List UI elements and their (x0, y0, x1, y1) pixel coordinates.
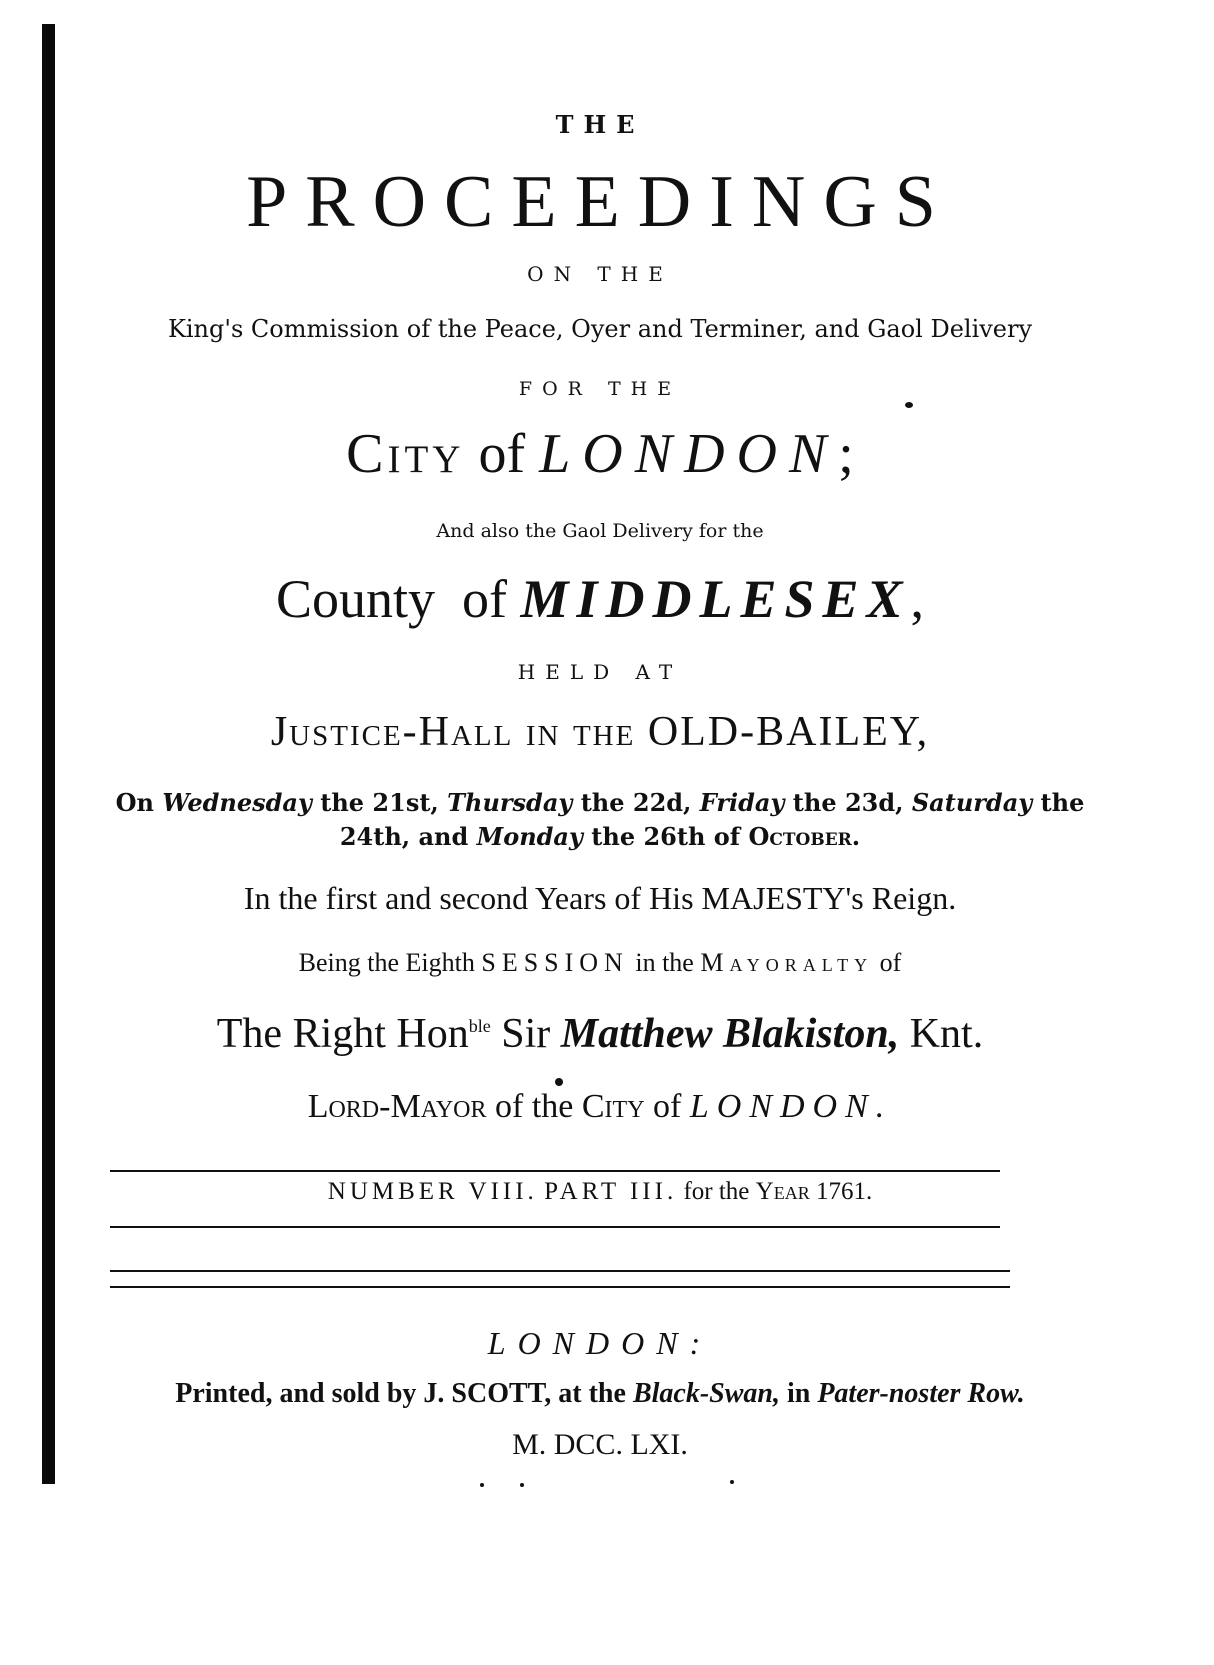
session-being: Being the Eighth (298, 948, 475, 977)
ink-speck (730, 1480, 734, 1484)
imprint-at-the: at the (558, 1378, 626, 1409)
mayor-knt: Knt. (909, 1011, 984, 1057)
lord-mayor-of: of (653, 1088, 682, 1125)
title-page (100, 0, 1100, 1665)
divider-rule-1 (110, 1170, 1000, 1172)
day-saturday: Saturday (911, 788, 1033, 817)
imprint-in: in (786, 1378, 811, 1409)
lord-mayor-london: LONDON. (689, 1088, 893, 1125)
imprint-printed: Printed, and sold by J. (175, 1378, 445, 1409)
dates-on: On (115, 788, 154, 817)
page-spine-edge (42, 24, 55, 1484)
imprint-year: M. DCC. LXI. (512, 1428, 688, 1461)
county-of: of (461, 569, 507, 629)
session-line (100, 948, 1100, 978)
county-line (100, 568, 1100, 630)
imprint-line (100, 1378, 1100, 1410)
date-22d: the 22d, (580, 788, 692, 817)
session-word: SESSION (481, 948, 629, 977)
also-line: And also the Gaol Delivery for the (436, 520, 764, 542)
heading-held-at: HELD AT (517, 660, 683, 684)
lord-mayor-word: Lord-Mayor (307, 1088, 487, 1125)
imprint-printer: SCOTT, (451, 1378, 552, 1409)
heading-on-the: ON THE (527, 262, 673, 286)
county-word: County (275, 569, 435, 629)
imprint-street: Pater-noster Row. (817, 1378, 1025, 1409)
month-october: October. (748, 822, 861, 851)
session-in-the: in the (635, 948, 694, 977)
date-26th: the 26th of (591, 822, 741, 851)
number-label: NUMBER VIII. (327, 1178, 538, 1205)
year-word: Year (755, 1178, 810, 1205)
dates-line-1 (100, 788, 1100, 817)
city-of: of (478, 423, 526, 485)
dates-the: the (1040, 788, 1085, 817)
imprint-place: LONDON: (487, 1325, 713, 1361)
justice-hall-line: Justice-Hall in the OLD-BAILEY, (270, 709, 930, 755)
day-thursday: Thursday (447, 788, 573, 817)
divider-rule-2 (110, 1226, 1000, 1228)
mayor-name: Matthew Blakiston, (560, 1011, 900, 1057)
mayor-title-sup: ble (468, 1016, 491, 1036)
ink-speck (520, 1483, 524, 1487)
imprint-sign: Black-Swan, (632, 1378, 780, 1409)
date-21st: the 21st, (320, 788, 439, 817)
city-name: LONDON (539, 423, 839, 485)
dates-line-2 (100, 822, 1100, 851)
heading-for-the: FOR THE (518, 378, 682, 400)
mayor-sir: Sir (501, 1011, 551, 1057)
number-line (100, 1178, 1100, 1206)
date-23d: the 23d, (792, 788, 904, 817)
day-friday: Friday (699, 788, 785, 817)
mayor-line (100, 1010, 1100, 1058)
divider-rule-3 (110, 1270, 1010, 1272)
lord-mayor-line (100, 1088, 1100, 1126)
year-value: 1761. (815, 1178, 873, 1205)
county-suffix: , (910, 569, 925, 629)
session-of: of (879, 948, 902, 977)
reign-line: In the first and second Years of His MAJESTY's Reign. (243, 880, 957, 916)
heading-proceedings: PROCEEDINGS (246, 161, 954, 243)
day-monday: Monday (476, 822, 583, 851)
city-line (100, 422, 1100, 486)
lord-mayor-of-the: of the (495, 1088, 574, 1125)
day-wednesday: Wednesday (162, 788, 312, 817)
ink-speck (555, 1078, 563, 1086)
commission-line: King's Commission of the Peace, Oyer and Terminer, and Gaol Delivery (167, 315, 1033, 343)
ink-speck (480, 1483, 484, 1487)
number-for-the: for the (683, 1178, 750, 1205)
mayor-title: The Right Hon (216, 1011, 469, 1057)
session-mayoralty: Mayoralty (700, 948, 874, 977)
city-suffix: ; (838, 423, 854, 485)
lord-mayor-city: City (581, 1088, 645, 1125)
heading-the: THE (555, 110, 645, 139)
ink-speck (905, 402, 913, 408)
county-name: MIDDLESEX (520, 569, 911, 629)
city-word: City (346, 423, 465, 485)
divider-rule-4 (110, 1286, 1010, 1288)
date-24th: 24th, and (339, 822, 469, 851)
part-label: PART III. (544, 1178, 678, 1205)
